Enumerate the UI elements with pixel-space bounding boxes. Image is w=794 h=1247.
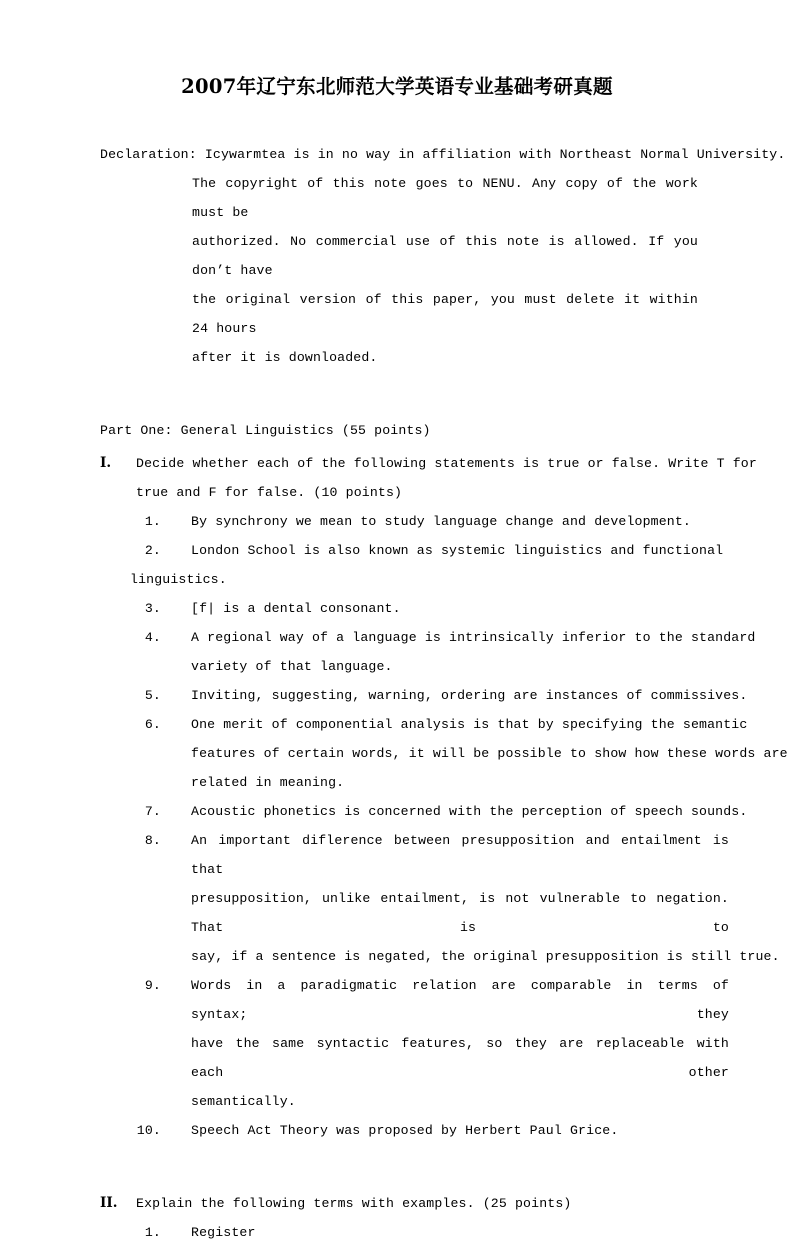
list-item bbox=[131, 623, 756, 681]
document-body bbox=[100, 140, 788, 1247]
item-marker: 9. bbox=[144, 978, 161, 993]
list-item bbox=[131, 826, 780, 971]
item-line: related in meaning. bbox=[191, 775, 345, 790]
item-line: Words in a paradigmatic relation are comparable in terms of syntax; they bbox=[191, 978, 729, 1022]
item-line: Register bbox=[191, 1225, 256, 1240]
item-content bbox=[191, 623, 756, 681]
item-marker: 7. bbox=[144, 804, 161, 819]
item-marker: 2. bbox=[144, 543, 161, 558]
section-instruction bbox=[136, 1189, 698, 1218]
list-item bbox=[131, 1116, 698, 1145]
section-i bbox=[100, 449, 757, 507]
list-item bbox=[131, 594, 698, 623]
declaration-line: The copyright of this note goes to NENU. Any copy of the work must be bbox=[192, 176, 698, 220]
item-marker: 4. bbox=[144, 630, 161, 645]
instruction-line: true and F for false. (10 points) bbox=[136, 485, 403, 500]
item-line: By synchrony we mean to study language change and development. bbox=[191, 514, 691, 529]
declaration-line: the original version of this paper, you must delete it within 24 hours bbox=[192, 292, 698, 336]
part-heading: Part One: General Linguistics (55 points) bbox=[100, 423, 431, 438]
item-content bbox=[191, 681, 748, 710]
item-line: say, if a sentence is negated, the original presupposition is still true. bbox=[191, 949, 780, 964]
item-content bbox=[130, 536, 729, 594]
item-marker: 1. bbox=[144, 1225, 161, 1240]
item-line: Inviting, suggesting, warning, ordering are instances of commissives. bbox=[191, 688, 748, 703]
item-line: presupposition, unlike entailment, is not vulnerable to negation. That is to bbox=[191, 891, 729, 935]
list-item bbox=[131, 797, 748, 826]
question-list-i bbox=[130, 507, 788, 1145]
item-line: Acoustic phonetics is concerned with the perception of speech sounds. bbox=[191, 804, 748, 819]
instruction-line: Decide whether each of the following statements is true or false. Write T for bbox=[136, 456, 757, 471]
list-item bbox=[130, 536, 724, 594]
declaration-line: Declaration: Icywarmtea is in no way in affiliation with Northeast Normal University. bbox=[100, 147, 786, 162]
spacer bbox=[100, 1145, 698, 1185]
section-numeral: I. bbox=[100, 455, 112, 471]
item-line: semantically. bbox=[191, 1094, 296, 1109]
item-line: An important diflerence between presupposition and entailment is that bbox=[191, 833, 729, 877]
item-line: have the same syntactic features, so they are replaceable with each other bbox=[191, 1036, 729, 1080]
item-marker: 1. bbox=[144, 514, 161, 529]
declaration-line: after it is downloaded. bbox=[192, 350, 378, 365]
item-content bbox=[191, 507, 729, 536]
item-content bbox=[191, 594, 729, 623]
item-marker: 8. bbox=[144, 833, 161, 848]
item-marker: 3. bbox=[144, 601, 161, 616]
item-content bbox=[191, 971, 729, 1116]
item-content bbox=[191, 1116, 729, 1145]
item-line: One merit of componential analysis is that by specifying the semantic bbox=[191, 717, 748, 732]
question-list-ii bbox=[131, 1218, 698, 1247]
list-item bbox=[131, 710, 788, 797]
section-ii bbox=[100, 1189, 698, 1218]
item-marker: 10. bbox=[136, 1123, 161, 1138]
list-item bbox=[131, 971, 729, 1116]
item-content bbox=[191, 710, 788, 797]
declaration-line: authorized. No commercial use of this note is allowed. If you don’t have bbox=[192, 234, 698, 278]
declaration-block bbox=[100, 140, 786, 372]
item-marker: 6. bbox=[144, 717, 161, 732]
item-line: linguistics. bbox=[130, 572, 227, 587]
page-title: 2007年辽宁东北师范大学英语专业基础考研真题 bbox=[181, 75, 613, 98]
item-line: [f| is a dental consonant. bbox=[191, 601, 401, 616]
section-numeral: II. bbox=[100, 1195, 118, 1211]
item-line: variety of that language. bbox=[191, 659, 393, 674]
item-line: Speech Act Theory was proposed by Herbert Paul Grice. bbox=[191, 1123, 619, 1138]
item-content bbox=[191, 1218, 729, 1247]
list-item bbox=[131, 681, 748, 710]
spacer bbox=[100, 372, 698, 398]
section-instruction bbox=[136, 449, 757, 507]
item-content bbox=[191, 797, 748, 826]
instruction-line: Explain the following terms with examples. (25 points) bbox=[136, 1196, 572, 1211]
item-line: London School is also known as systemic linguistics and functional bbox=[191, 543, 724, 558]
list-item bbox=[131, 507, 698, 536]
item-marker: 5. bbox=[144, 688, 161, 703]
item-line: A regional way of a language is intrinsically inferior to the standard bbox=[191, 630, 756, 645]
item-content bbox=[191, 826, 780, 971]
item-line: features of certain words, it will be possible to show how these words are bbox=[191, 746, 788, 761]
list-item bbox=[131, 1218, 698, 1247]
